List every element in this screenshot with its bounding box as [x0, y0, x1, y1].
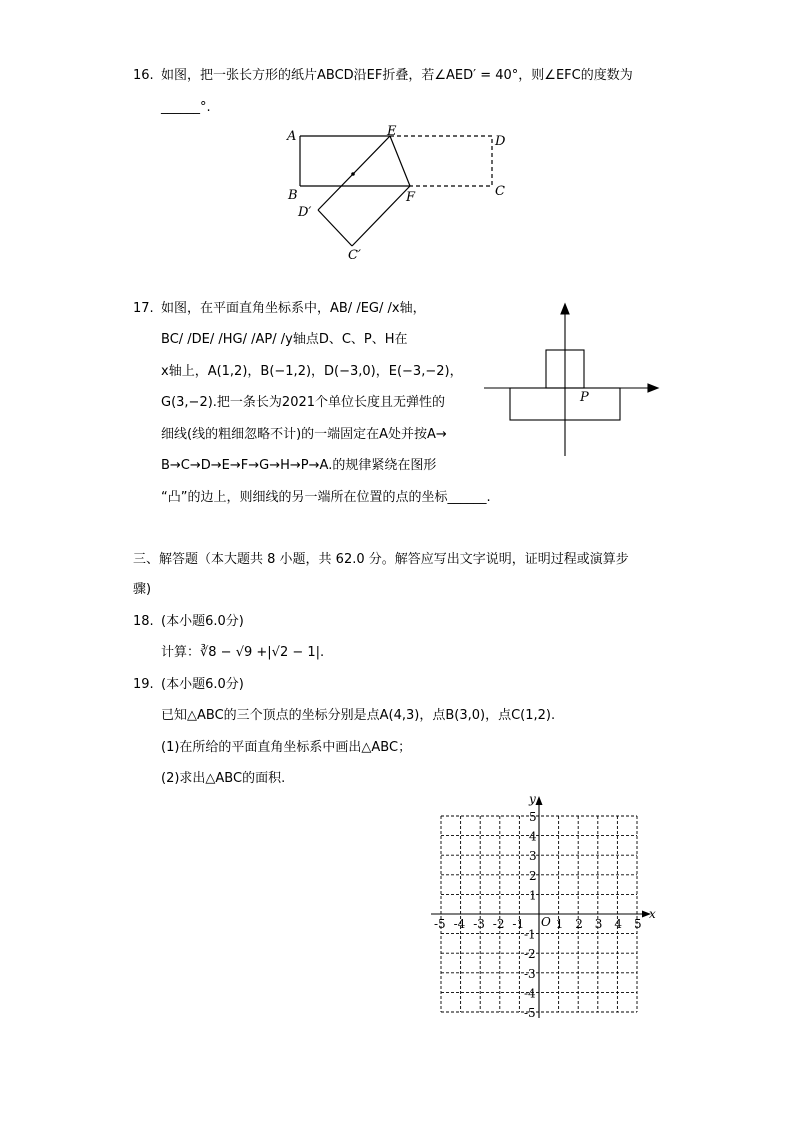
x-tick-label: -1: [512, 917, 525, 931]
q19-y-label: y: [529, 792, 536, 806]
x-tick-label: 1: [555, 917, 564, 931]
section3-heading-line2: 骤): [133, 582, 152, 597]
q16-text-line2: ______°.: [161, 100, 211, 115]
q16-fold-figure: [280, 120, 520, 265]
q17-y-arrow: [561, 304, 569, 314]
y-tick-label: 4: [529, 829, 537, 844]
x-tick-label: -5: [434, 917, 446, 931]
q19-part1: (1)在所给的平面直角坐标系中画出△ABC；: [161, 740, 412, 755]
q17-line2: BC/ /DE/ /HG/ /AP/ /y轴点D、C、P、H在: [161, 332, 408, 347]
y-tick-label: -3: [524, 966, 536, 981]
q19-origin-label: O: [541, 915, 551, 929]
q17-label-P: P: [580, 390, 589, 405]
q18-text: 计算：∛8 − √9 +|√2 − 1|.: [161, 645, 325, 660]
q17-tu-figure: [484, 300, 664, 460]
x-tick-label: -4: [453, 917, 466, 931]
q18-number: 18.: [133, 614, 154, 629]
q16-number: 16.: [133, 68, 154, 83]
q16-fold-CF: [352, 186, 410, 246]
q17-line4: G(3,−2).把一条长为2021个单位长度且无弹性的: [161, 395, 446, 410]
q19-number: 19.: [133, 677, 154, 692]
q19-score: (本小题6.0分): [161, 677, 244, 692]
q17-line3: x轴上，A(1,2)，B(−1,2)，D(−3,0)，E(−3,−2)，: [161, 364, 463, 379]
x-tick-label: -2: [492, 917, 505, 931]
q19-text: 已知△ABC的三个顶点的坐标分别是点A(4,3)，点B(3,0)，点C(1,2).: [161, 708, 556, 723]
y-tick-label: -5: [524, 1006, 536, 1020]
q17-line7: “凸”的边上，则细线的另一端所在位置的点的坐标______.: [161, 490, 491, 505]
section3-heading-line1: 三、解答题（本大题共 8 小题，共 62.0 分。解答应写出文字说明，证明过程或演算步: [133, 552, 629, 567]
q16-label-F: F: [406, 190, 416, 205]
q16-label-E: E: [387, 124, 397, 139]
y-tick-label: 1: [529, 888, 537, 903]
q18-score: (本小题6.0分): [161, 614, 244, 629]
q16-label-B: B: [288, 188, 298, 203]
y-tick-label: 3: [529, 849, 537, 864]
x-tick-label: 4: [614, 917, 623, 931]
q17-line5: 细线(线的粗细忽略不计)的一端固定在A处并按A→: [161, 427, 447, 442]
q16-label-D: D: [495, 134, 506, 149]
x-tick-label: 2: [575, 917, 583, 931]
q16-label-Dprime: D′: [298, 205, 312, 220]
y-tick-label: 5: [529, 810, 537, 824]
q17-x-arrow: [648, 384, 658, 392]
q16-text-line1: 如图，把一张长方形的纸片ABCD沿EF折叠，若∠AED′ = 40°，则∠EFC的度数为: [161, 68, 633, 83]
y-tick-label: -4: [524, 986, 536, 1001]
q16-label-Cprime: C′: [348, 248, 361, 263]
y-tick-label: -1: [524, 927, 536, 942]
q16-intersection-dot: [351, 172, 355, 176]
q19-y-arrow: [536, 796, 543, 805]
q16-label-A: A: [287, 129, 297, 144]
q16-fold-DC: [318, 210, 352, 246]
q19-x-label: x: [649, 907, 656, 921]
x-tick-label: 5: [634, 917, 642, 931]
y-tick-label: 2: [529, 868, 537, 883]
q17-line1: 如图，在平面直角坐标系中，AB/ /EG/ /x轴，: [161, 301, 426, 316]
q17-line6: B→C→D→E→F→G→H→P→A.的规律紧绕在图形: [161, 458, 437, 473]
q19-part2: (2)求出△ABC的面积.: [161, 771, 286, 786]
q17-number: 17.: [133, 301, 154, 316]
q19-coordinate-grid: [425, 790, 665, 1020]
x-tick-label: -3: [473, 917, 485, 931]
q16-side-EF: [390, 136, 410, 186]
q16-label-C: C: [495, 184, 505, 199]
q16-dashed-ED-DC-CF: [390, 136, 492, 186]
x-tick-label: 3: [594, 917, 603, 931]
y-tick-label: -2: [524, 947, 536, 962]
